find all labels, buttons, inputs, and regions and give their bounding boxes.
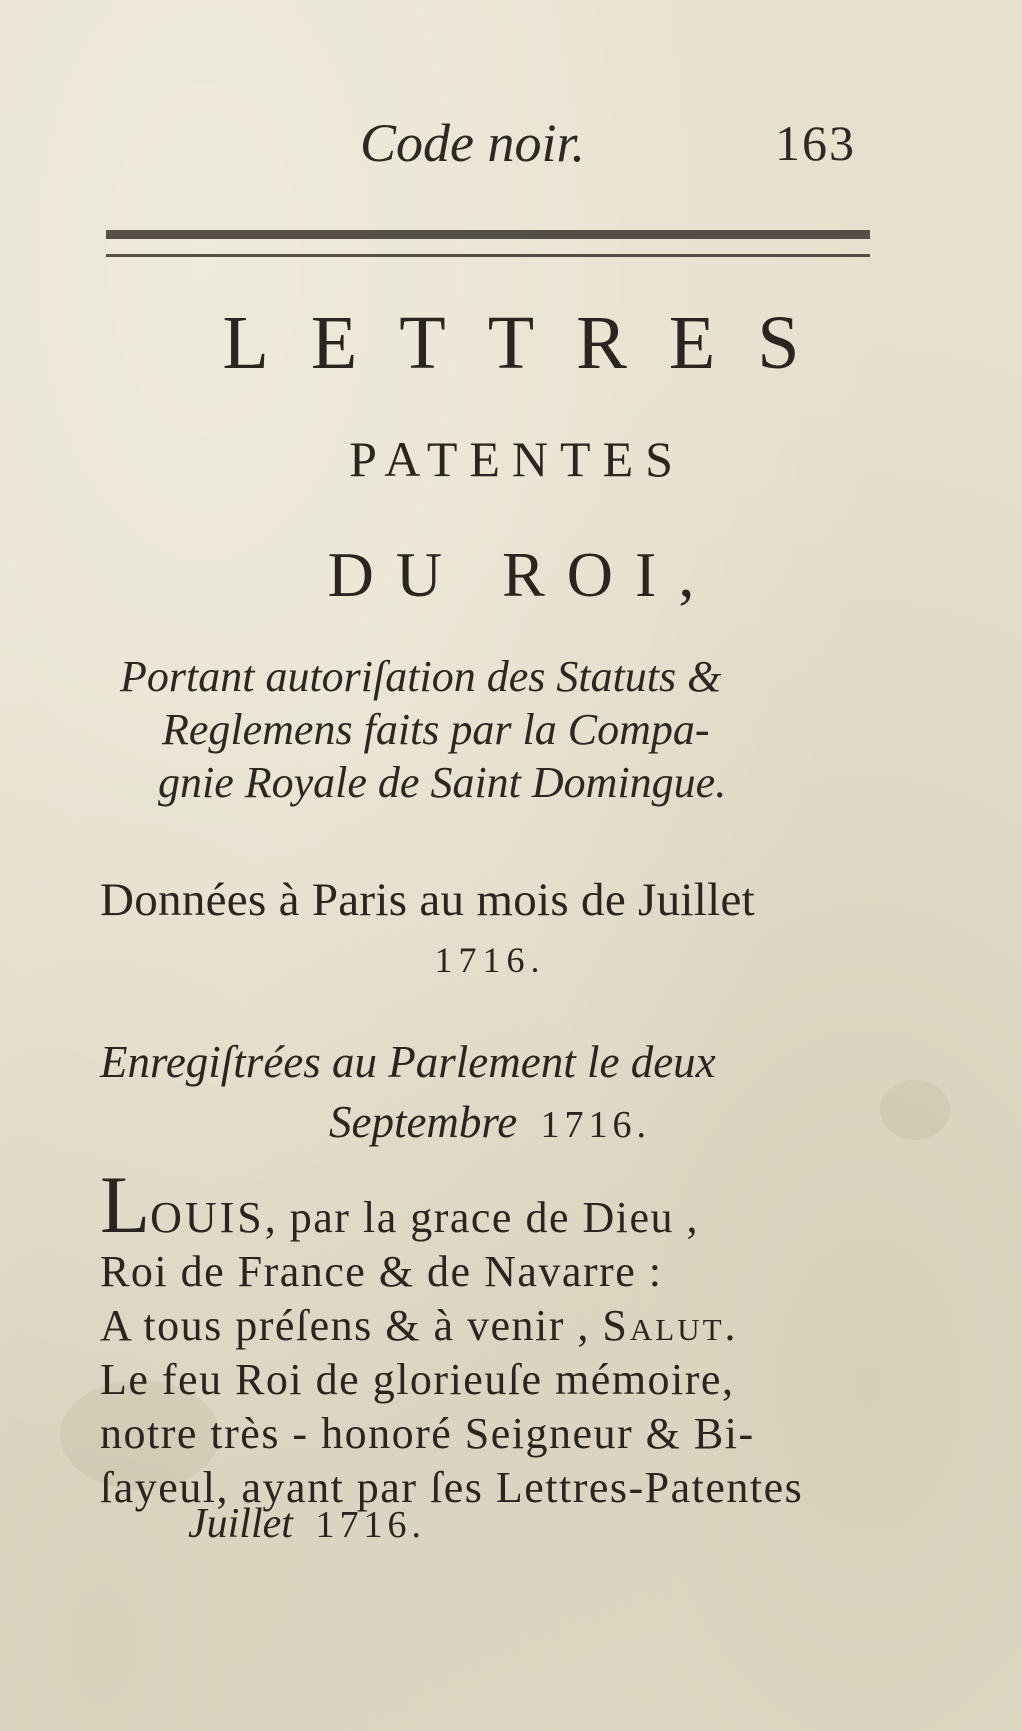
subtitle (100, 650, 880, 809)
subtitle-line: Reglemens faits par la Compa- (162, 705, 710, 754)
registration-statement (100, 1032, 880, 1155)
catchword (188, 1500, 426, 1548)
salut-word: Salut. (602, 1301, 739, 1350)
page-number: 163 (775, 115, 856, 171)
paper-stain (880, 1080, 950, 1140)
header-rule-thin (106, 254, 870, 257)
body-line: Roi de France & de Navarre : (100, 1247, 663, 1296)
title-patentes: PATENTES (349, 431, 685, 487)
drop-cap: L (100, 1159, 151, 1250)
title-du-roi: DU ROI, (327, 539, 717, 610)
body-line (100, 1159, 880, 1250)
page-header (0, 112, 1022, 182)
body-first-word: OUIS (150, 1193, 265, 1242)
catchword-word: Juillet (188, 1501, 293, 1547)
body-text (100, 1159, 880, 1515)
given-year: 1716. (434, 940, 546, 980)
title-lettres: LETTRES (222, 301, 842, 385)
registration-month: Septembre (328, 1097, 518, 1147)
registration-year: 1716. (540, 1104, 651, 1146)
body-line-text: , par la grace de Dieu , (264, 1193, 700, 1242)
subtitle-line: Portant autoriſation des Statuts & (120, 652, 722, 701)
given-statement (100, 870, 880, 990)
given-line: Données à Paris au mois de Juillet (100, 874, 756, 926)
subtitle-line: gnie Royale de Saint Domingue. (158, 758, 727, 807)
body-line (100, 1299, 880, 1353)
body-line-text: A tous préſens & à venir , (100, 1301, 603, 1350)
registration-line: Enregiſtrées au Parlement le deux (100, 1037, 716, 1087)
body-line: notre très - honoré Seigneur & Bi- (100, 1409, 755, 1458)
body-line: Le feu Roi de glorieuſe mémoire, (100, 1355, 735, 1404)
registration-date (100, 1092, 880, 1155)
body-line: ſayeul, ayant par ſes Lettres-Patentes (100, 1463, 804, 1512)
catchword-year: 1716. (315, 1504, 426, 1546)
header-rule-thick (106, 230, 870, 239)
running-title: Code noir. (360, 113, 586, 173)
